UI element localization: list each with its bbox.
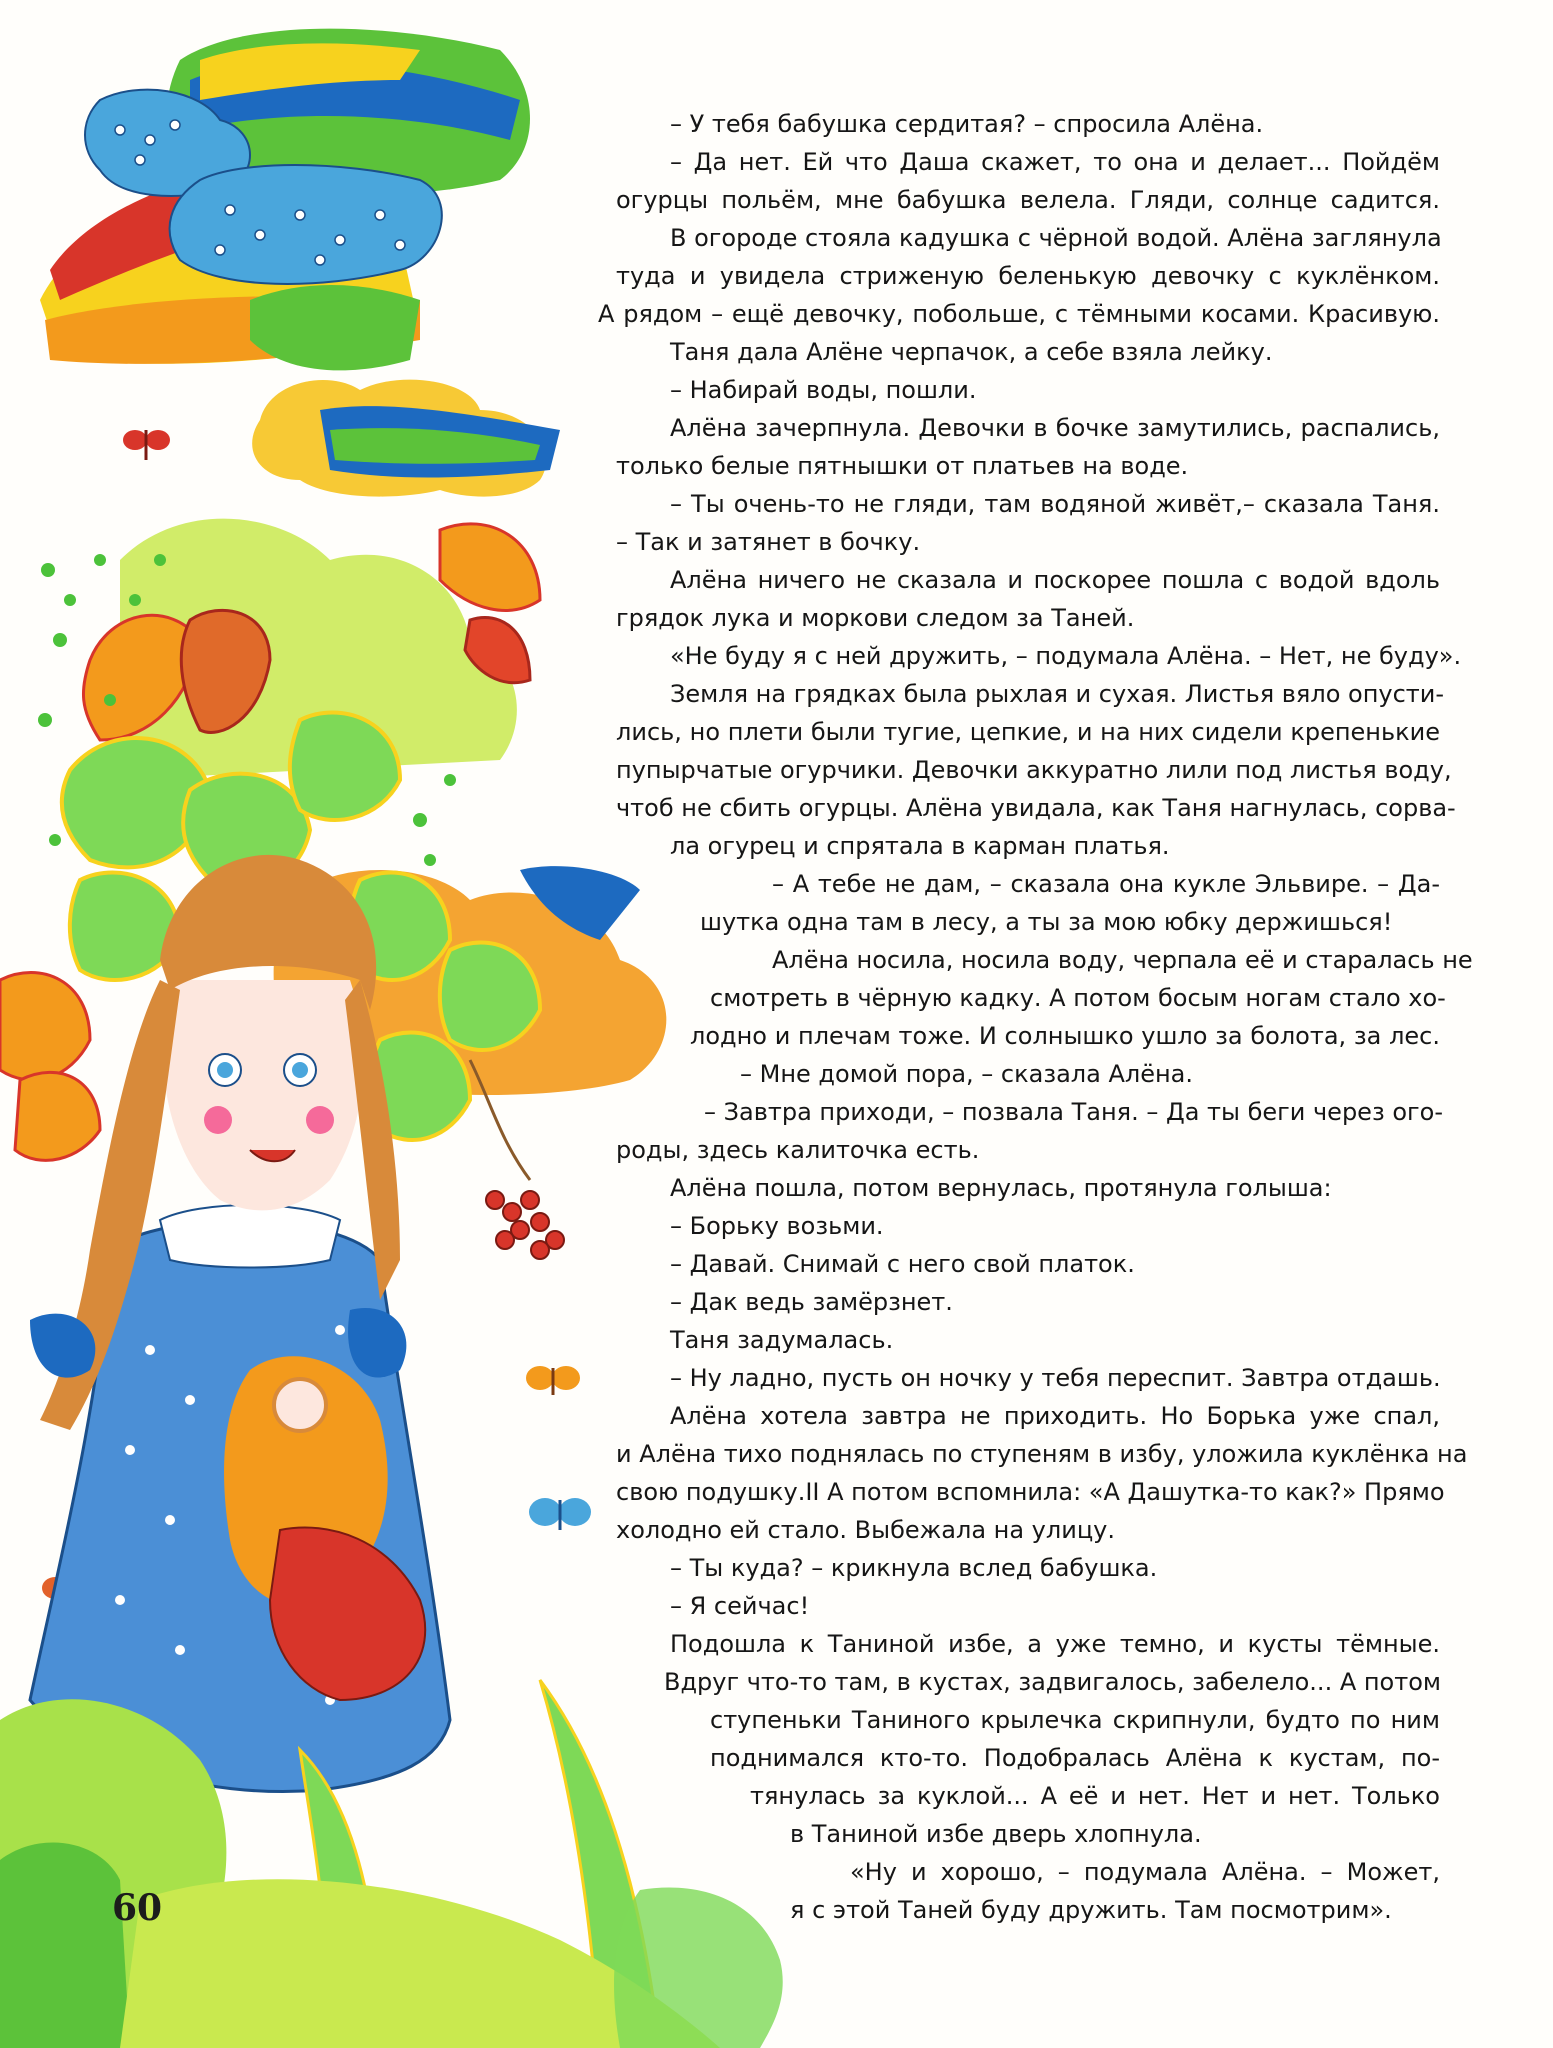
text-line: «Ну и хорошо, – подумала Алёна. – Может,: [850, 1858, 1440, 1886]
text-line: свою подушку.II А потом вспомнила: «А Дашутка-то как?» Прямо: [616, 1478, 1445, 1506]
rainbow-cloud-icon: [40, 29, 530, 371]
text-line: – Давай. Снимай с него свой платок.: [670, 1250, 1135, 1278]
text-line: я с этой Таней буду дружить. Там посмотрим».: [790, 1896, 1392, 1924]
text-line: огурцы польём, мне бабушка велела. Гляди, солнце садится.: [616, 186, 1440, 214]
text-line: в Таниной избе дверь хлопнула.: [790, 1820, 1202, 1848]
text-line: Подошла к Таниной избе, а уже темно, и кусты тёмные.: [670, 1630, 1440, 1658]
text-line: – Да нет. Ей что Даша скажет, то она и делает... Пойдём: [670, 148, 1440, 176]
text-line: Вдруг что-то там, в кустах, задвигалось, забелело... А потом: [664, 1668, 1442, 1696]
text-line: ла огурец и спрятала в карман платья.: [670, 832, 1170, 860]
text-line: – А тебе не дам, – сказала она кукле Эльвире. – Да-: [772, 870, 1440, 898]
text-line: Алёна носила, носила воду, черпала её и старалась не: [772, 946, 1473, 974]
text-line: ступеньки Таниного крылечка скрипнули, будто по ним: [710, 1706, 1440, 1734]
text-line: чтоб не сбить огурцы. Алёна увидала, как Таня нагнулась, сорва-: [616, 794, 1456, 822]
text-line: – Ты куда? – крикнула вслед бабушка.: [670, 1554, 1158, 1582]
butterfly-icon: [526, 1366, 580, 1395]
text-line: – Я сейчас!: [670, 1592, 810, 1620]
text-line: Алёна пошла, потом вернулась, протянула голыша:: [670, 1174, 1332, 1202]
text-line: Таня задумалась.: [670, 1326, 894, 1354]
text-line: роды, здесь калиточка есть.: [616, 1136, 980, 1164]
text-line: Алёна хотела завтра не приходить. Но Борька уже спал,: [670, 1402, 1440, 1430]
text-line: – У тебя бабушка сердитая? – спросила Алёна.: [670, 110, 1264, 138]
text-line: холодно ей стало. Выбежала на улицу.: [616, 1516, 1115, 1544]
text-line: – Дак ведь замёрзнет.: [670, 1288, 953, 1316]
text-line: грядок лука и моркови следом за Таней.: [616, 604, 1135, 632]
text-line: тянулась за куклой... А её и нет. Нет и нет. Только: [750, 1782, 1440, 1810]
page-number: 60: [112, 1887, 163, 1929]
text-line: – Борьку возьми.: [670, 1212, 884, 1240]
text-line: – Набирай воды, пошли.: [670, 376, 977, 404]
text-line: – Ты очень-то не гляди, там водяной живёт,– сказала Таня.: [670, 490, 1440, 518]
text-line: – Мне домой пора, – сказала Алёна.: [740, 1060, 1194, 1088]
text-line: поднимался кто-то. Подобралась Алёна к кустам, по-: [710, 1744, 1440, 1772]
text-line: и Алёна тихо поднялась по ступеням в избу, уложила куклёнка на: [616, 1440, 1468, 1468]
text-line: – Завтра приходи, – позвала Таня. – Да ты беги через ого-: [704, 1098, 1443, 1126]
text-line: Таня дала Алёне черпачок, а себе взяла лейку.: [670, 338, 1273, 366]
text-line: Алёна ничего не сказала и поскорее пошла с водой вдоль: [670, 566, 1440, 594]
small-cloud-icon: [252, 380, 560, 497]
text-line: лодно и плечам тоже. И солнышко ушло за болота, за лес.: [690, 1022, 1440, 1050]
text-line: только белые пятнышки от платьев на воде.: [616, 452, 1189, 480]
text-line: туда и увидела стриженую беленькую девочку с куклёнком.: [616, 262, 1440, 290]
text-line: В огороде стояла кадушка с чёрной водой. Алёна заглянула: [670, 224, 1442, 252]
butterfly-icon: [123, 430, 170, 460]
text-line: «Не буду я с ней дружить, – подумала Алёна. – Нет, не буду».: [670, 642, 1462, 670]
text-line: А рядом – ещё девочку, побольше, с тёмными косами. Красивую.: [598, 300, 1440, 328]
butterfly-icon: [529, 1498, 591, 1530]
text-line: шутка одна там в лесу, а ты за мою юбку держишься!: [700, 908, 1393, 936]
text-line: – Ну ладно, пусть он ночку у тебя переспит. Завтра отдашь.: [670, 1364, 1441, 1392]
text-line: Алёна зачерпнула. Девочки в бочке замутились, распались,: [670, 414, 1440, 442]
text-line: лись, но плети были тугие, цепкие, и на них сидели крепенькие: [616, 718, 1440, 746]
text-line: Земля на грядках была рыхлая и сухая. Листья вяло опусти-: [670, 680, 1445, 708]
text-line: смотреть в чёрную кадку. А потом босым ногам стало хо-: [710, 984, 1446, 1012]
text-line: – Так и затянет в бочку.: [616, 528, 921, 556]
text-line: пупырчатые огурчики. Девочки аккуратно лили под листья воду,: [616, 756, 1452, 784]
